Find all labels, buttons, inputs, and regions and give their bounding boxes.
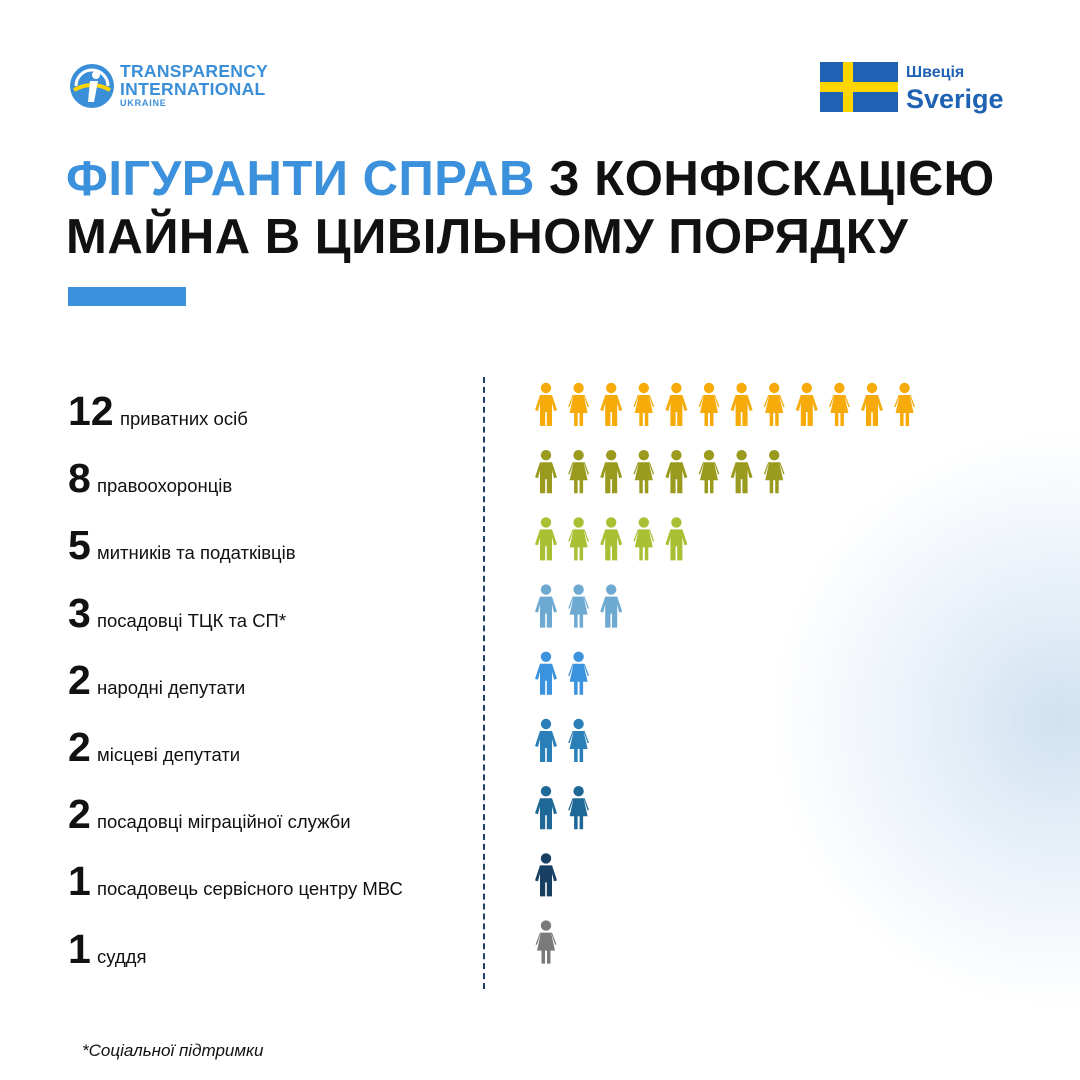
ti-logo-line2: INTERNATIONAL (120, 79, 266, 99)
person-icon (600, 517, 622, 560)
person-icon (600, 584, 622, 627)
person-icon (568, 450, 589, 493)
person-icon (535, 383, 557, 426)
person-icon (535, 584, 557, 627)
person-icon (731, 383, 753, 426)
person-icon (568, 517, 589, 560)
row-label: посадовці міграційної служби (97, 811, 351, 833)
person-icon (894, 383, 915, 426)
title-rest-line1: З КОНФІСКАЦІЄЮ (534, 152, 995, 206)
person-icon (665, 450, 687, 493)
ti-logo-line1: TRANSPARENCY (120, 61, 269, 81)
sweden-logo-line2: Sverige (906, 84, 1004, 114)
person-icon (699, 450, 720, 493)
person-icon (568, 652, 589, 695)
row-label: посадовці ТЦК та СП* (97, 609, 287, 631)
person-icon (535, 652, 557, 695)
row-label: приватних осіб (120, 408, 248, 429)
person-icon (568, 786, 589, 829)
person-icon (699, 383, 720, 426)
person-icon (535, 450, 557, 493)
person-icon (764, 450, 785, 493)
person-icon (535, 517, 557, 560)
person-icon (796, 383, 818, 426)
row-count: 3 (68, 589, 91, 636)
person-icon (731, 450, 753, 493)
row-label: митників та податківців (97, 542, 296, 564)
person-icon (600, 450, 622, 493)
person-icon (535, 719, 557, 762)
row-count: 2 (68, 724, 91, 770)
sweden-logo-line1: Швеція (906, 64, 965, 81)
title-highlight: ФІГУРАНТИ СПРАВ (66, 152, 535, 206)
row-label: суддя (97, 945, 147, 967)
person-icon (568, 584, 589, 627)
row-label: посадовець сервісного центру МВС (97, 878, 403, 900)
person-icon (568, 383, 589, 426)
ti-logo-line3: UKRAINE (120, 98, 167, 108)
row-count: 1 (68, 925, 91, 972)
person-icon (633, 450, 654, 493)
person-icon (535, 786, 557, 829)
row-label: народні депутати (97, 676, 246, 698)
person-icon (633, 383, 654, 426)
title-line2: МАЙНА В ЦИВІЛЬНОМУ ПОРЯДКУ (66, 210, 909, 264)
row-label: місцеві депутати (97, 744, 241, 765)
row-count: 2 (68, 791, 91, 838)
row-count: 1 (68, 858, 91, 905)
row-count: 2 (68, 656, 91, 703)
person-icon (665, 383, 687, 426)
person-icon (633, 517, 654, 560)
person-icon (829, 383, 850, 426)
row-label: правоохоронців (97, 475, 233, 497)
person-icon (535, 853, 557, 896)
person-icon (600, 383, 622, 426)
person-icon (568, 719, 589, 762)
person-icon (861, 383, 883, 426)
person-icon (536, 920, 557, 963)
row-count: 12 (68, 388, 114, 434)
person-icon (764, 383, 785, 426)
row-count: 5 (68, 522, 91, 569)
row-count: 8 (68, 455, 91, 502)
footnote: *Соціальної підтримки (82, 1041, 264, 1060)
person-icon (665, 517, 687, 560)
